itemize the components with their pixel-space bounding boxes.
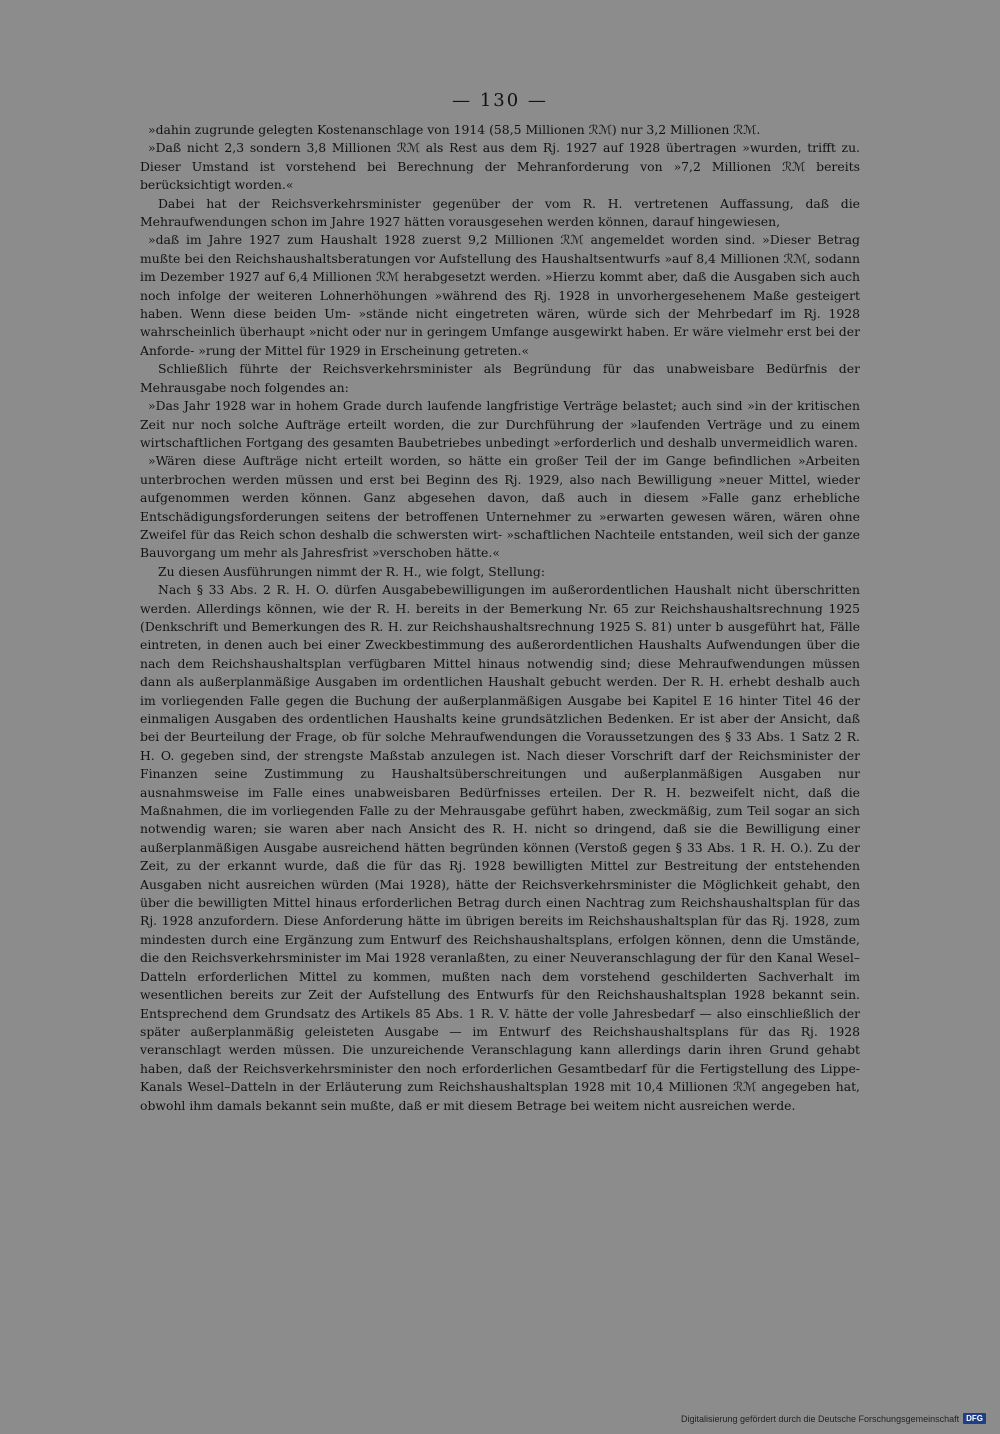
footer-text: Digitalisierung gefördert durch die Deutsche Forschungsgemeinschaft: [680, 1413, 960, 1424]
paragraph: Nach § 33 Abs. 2 R. H. O. dürfen Ausgabebewilligungen im außerordentlichen Haushalt nicht überschritten werden. Allerdings können, wie der R. H. bereits in der Bemerkung Nr. 65 zur Reichshaushaltsrechnung 1925 (Denkschrift und Bemerkungen des R. H. zur Reichshaushaltsrechnung 1925 S. 81) unter b ausgeführt hat, Fälle eintreten, in denen auch bei einer Zweckbestimmung des außerordentlichen Haushalts Aufwendungen über die nach dem Reichshaushaltsplan verfügbaren Mittel hinaus notwendig sind; diese Mehraufwendungen müssen dann als außerplanmäßige Ausgaben im ordentlichen Haushalt gebucht werden. Der R. H. erhebt deshalb auch im vorliegenden Falle gegen die Buchung der außerplanmäßigen Ausgabe bei Kapitel E 16 hinter Titel 46 der einmaligen Ausgaben des ordentlichen Haushalts keine grundsätzlichen Bedenken. Er ist aber der Ansicht, daß bei der Beurteilung der Frage, ob für solche Mehraufwendungen die Voraussetzungen des § 33 Abs. 1 Satz 2 R. H. O. gegeben sind, der strengste Maßstab anzulegen ist. Nach dieser Vorschrift darf der Reichsminister der Finanzen seine Zustimmung zu Haushaltsüberschreitungen und außerplanmäßigen Ausgaben nur ausnahmsweise im Falle eines unabweisbaren Bedürfnisses erteilen. Der R. H. bezweifelt nicht, daß die Maßnahmen, die im vorliegenden Falle zu der Mehrausgabe geführt haben, zweckmäßig, zum Teil sogar an sich notwendig waren; sie waren aber nach Ansicht des R. H. nicht so dringend, daß sie die Bewilligung einer außerplanmäßigen Ausgabe ausreichend hätten begründen können (Verstoß gegen § 33 Abs. 1 R. H. O.). Zu der Zeit, zu der erkannt wurde, daß die für das Rj. 1928 bewilligten Mittel zur Bestreitung der entstehenden Ausgaben nicht ausreichen würden (Mai 1928), hätte der Reichsverkehrsminister die Möglichkeit gehabt, den über die bewilligten Mittel hinaus erforderlichen Betrag durch einen Nachtrag zum Reichshaushaltsplan für das Rj. 1928 anzufordern. Diese Anforderung hätte im übrigen bereits im Reichshaushaltsplan für das Rj. 1928, zum mindesten durch eine Ergänzung zum Entwurf des Reichshaushaltsplans, erfolgen können, denn die Umstände, die den Reichsverkehrsminister im Mai 1928 veranlaßten, zu einer Neuveranschlagung der für den Kanal Wesel–Datteln erforderlichen Mittel zu kommen, mußten nach dem vorstehend geschilderten Sachverhalt im wesentlichen bereits zur Zeit der Aufstellung des Entwurfs für den Reichshaushaltsplan 1928 bekannt sein. Entsprechend dem Grundsatz des Artikels 85 Abs. 1 R. V. hätte der volle Jahresbedarf — also einschließlich der später außerplanmäßig geleisteten Ausgabe — im Entwurf des Reichshaushaltsplans für das Rj. 1928 veranschlagt werden müssen. Die unzureichende Veranschlagung kann allerdings darin ihren Grund gehabt haben, daß der Reichsverkehrsminister den noch erforderlichen Gesamtbedarf für die Fertigstellung des Lippe-Kanals Wesel–Datteln in der Erläuterung zum Reichshaushaltsplan 1928 mit 10,4 Millionen ℛℳ angegeben hat, obwohl ihm damals bekannt sein mußte, daß er mit diesem Betrage bei weitem nicht ausreichen werde.: [140, 582, 860, 1113]
paragraph: Schließlich führte der Reichsverkehrsminister als Begründung für das unabweisbare Bedürfnis der Mehrausgabe noch folgendes an:: [140, 361, 860, 395]
quoted-paragraph: »dahin zugrunde gelegten Kostenanschlage von 1914 (58,5 Millionen ℛℳ) nur 3,2 Millionen ℛℳ.: [148, 122, 761, 137]
paragraph: Zu diesen Ausführungen nimmt der R. H., wie folgt, Stellung:: [158, 563, 546, 579]
quoted-paragraph: »Wären diese Aufträge nicht erteilt worden, so hätte ein großer Teil der im Gange befindlichen »Arbeiten unterbrochen werden müssen und erst bei Beginn des Rj. 1929, also nach Bewilligung »neuer Mittel, wieder aufgenommen werden können. Ganz abgesehen davon, daß auch in diesem »Falle ganz erhebliche Entschädigungsforderungen seitens der betroffenen Unternehmer zu »erwarten gewesen wären, wären ohne Zweifel für das Reich schon deshalb die schwersten wirt- »schaftlichen Nachteile entstanden, weil sich der ganze Bauvorgang um mehr als Jahresfrist »verschoben hätte.«: [140, 453, 860, 561]
quoted-paragraph: »Daß nicht 2,3 sondern 3,8 Millionen ℛℳ als Rest aus dem Rj. 1927 auf 1928 übertragen »wurden, trifft zu. Dieser Umstand ist vorstehend bei Berechnung der Mehranforderung von »7,2 Millionen ℛℳ bereits berücksichtigt worden.«: [140, 140, 860, 193]
paragraph: Dabei hat der Reichsverkehrsminister gegenüber der vom R. H. vertretenen Auffassung, daß die Mehraufwendungen schon im Jahre 1927 hätten vorausgesehen werden können, darauf hingewiesen,: [140, 195, 860, 230]
quoted-paragraph: »Das Jahr 1928 war in hohem Grade durch laufende langfristige Verträge belastet; auch sind »in der kritischen Zeit nur noch solche Aufträge erteilt worden, die zur Durchführung der »laufenden Verträge und zu einem wirtschaftlichen Fortgang des gesamten Baubetriebes unbedingt »erforderlich und deshalb unvermeidlich waren.: [140, 398, 860, 450]
document-page: [140, 90, 860, 1360]
body-text: [140, 121, 860, 1115]
quoted-paragraph: »daß im Jahre 1927 zum Haushalt 1928 zuerst 9,2 Millionen ℛℳ angemeldet worden sind. »Dieser Betrag mußte bei den Reichshaushaltsberatungen vor Aufstellung des Haushaltsentwurfs »auf 8,4 Millionen ℛℳ, sodann im Dezember 1927 auf 6,4 Millionen ℛℳ herabgesetzt werden. »Hierzu kommt aber, daß die Ausgaben sich auch noch infolge der weiteren Lohnerhöhungen »während des Rj. 1928 in unvorhergesehenem Maße gesteigert haben. Wenn diese beiden Um- »stände nicht eingetreten wären, würde sich der Mehrbedarf im Rj. 1928 wahrscheinlich überhaupt »nicht oder nur in geringem Umfange ausgewirkt haben. Er wäre vielmehr erst bei der Anforde- »rung der Mittel für 1929 in Erscheinung getreten.«: [140, 232, 860, 358]
dfg-logo-icon: DFG: [963, 1413, 986, 1424]
page-number: — 130 —: [452, 90, 548, 111]
digitization-footer: [681, 1413, 986, 1424]
